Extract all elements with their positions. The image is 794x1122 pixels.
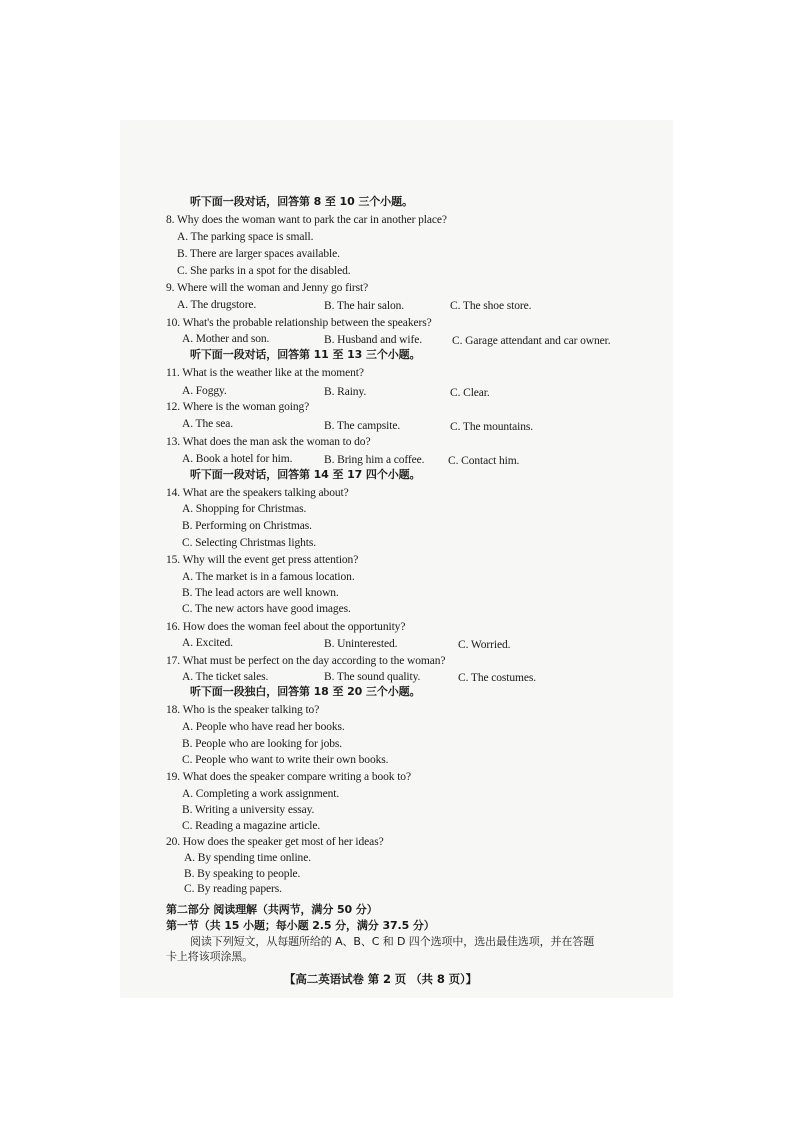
option-12a: A. The sea. — [182, 418, 234, 430]
option-16a: A. Excited. — [182, 637, 233, 649]
question-16: 16. How does the woman feel about the opportunity? — [166, 621, 406, 633]
option-11b: B. Rainy. — [324, 386, 367, 398]
option-11c: C. Clear. — [450, 387, 490, 399]
option-9c: C. The shoe store. — [450, 300, 532, 312]
option-18a: A. People who have read her books. — [182, 721, 345, 733]
question-9: 9. Where will the woman and Jenny go first? — [166, 282, 369, 294]
option-10c: C. Garage attendant and car owner. — [452, 335, 611, 347]
question-18: 18. Who is the speaker talking to? — [166, 704, 320, 716]
option-16c: C. Worried. — [458, 639, 511, 651]
part2-instruction-line2: 卡上将该项涂黑。 — [166, 950, 254, 963]
option-19c: C. Reading a magazine article. — [182, 820, 321, 832]
question-12: 12. Where is the woman going? — [166, 401, 310, 413]
page-footer: 【高二英语试卷 第 2 页 （共 8 页）】 — [284, 972, 478, 986]
option-14c: C. Selecting Christmas lights. — [182, 537, 317, 549]
question-11: 11. What is the weather like at the moment? — [166, 367, 364, 379]
section-intro-18-20: 听下面一段独白，回答第 18 至 20 三个小题。 — [190, 685, 421, 698]
question-17: 17. What must be perfect on the day according to the woman? — [166, 655, 446, 667]
option-14b: B. Performing on Christmas. — [182, 520, 312, 532]
option-10a: A. Mother and son. — [182, 333, 270, 345]
question-20: 20. How does the speaker get most of her ideas? — [166, 836, 384, 848]
part2-subheading: 第一节（共 15 小题；每小题 2.5 分，满分 37.5 分） — [166, 919, 435, 932]
option-17c: C. The costumes. — [458, 672, 537, 684]
part2-instruction-line1: 阅读下列短文，从每题所给的 A、B、C 和 D 四个选项中，选出最佳选项，并在答题 — [190, 935, 595, 948]
option-12b: B. The campsite. — [324, 420, 401, 432]
part2-heading: 第二部分 阅读理解（共两节，满分 50 分） — [166, 903, 378, 916]
option-8c: C. She parks in a spot for the disabled. — [177, 265, 351, 277]
section-intro-8-10: 听下面一段对话，回答第 8 至 10 三个小题。 — [190, 195, 413, 208]
question-10: 10. What's the probable relationship between the speakers? — [166, 317, 432, 329]
option-20c: C. By reading papers. — [184, 883, 282, 895]
option-8a: A. The parking space is small. — [177, 231, 314, 243]
question-8: 8. Why does the woman want to park the car in another place? — [166, 214, 447, 226]
option-20b: B. By speaking to people. — [184, 868, 301, 880]
option-10b: B. Husband and wife. — [324, 334, 422, 346]
option-13a: A. Book a hotel for him. — [182, 453, 293, 465]
option-18c: C. People who want to write their own books. — [182, 754, 389, 766]
section-intro-11-13: 听下面一段对话，回答第 11 至 13 三个小题。 — [190, 348, 421, 361]
option-12c: C. The mountains. — [450, 421, 534, 433]
option-18b: B. People who are looking for jobs. — [182, 738, 343, 750]
option-14a: A. Shopping for Christmas. — [182, 503, 307, 515]
option-19b: B. Writing a university essay. — [182, 804, 315, 816]
question-15: 15. Why will the event get press attention? — [166, 554, 359, 566]
question-13: 13. What does the man ask the woman to do? — [166, 436, 371, 448]
question-19: 19. What does the speaker compare writing a book to? — [166, 771, 411, 783]
question-14: 14. What are the speakers talking about? — [166, 487, 349, 499]
option-9a: A. The drugstore. — [177, 299, 257, 311]
option-16b: B. Uninterested. — [324, 638, 398, 650]
option-17b: B. The sound quality. — [324, 671, 421, 683]
option-11a: A. Foggy. — [182, 385, 227, 397]
option-13c: C. Contact him. — [448, 455, 520, 467]
option-19a: A. Completing a work assignment. — [182, 788, 340, 800]
option-15a: A. The market is in a famous location. — [182, 571, 355, 583]
option-13b: B. Bring him a coffee. — [324, 454, 425, 466]
section-intro-14-17: 听下面一段对话，回答第 14 至 17 四个小题。 — [190, 468, 421, 481]
option-20a: A. By spending time online. — [184, 852, 311, 864]
option-15b: B. The lead actors are well known. — [182, 587, 339, 599]
option-15c: C. The new actors have good images. — [182, 603, 351, 615]
option-8b: B. There are larger spaces available. — [177, 248, 340, 260]
option-17a: A. The ticket sales. — [182, 671, 269, 683]
option-9b: B. The hair salon. — [324, 300, 405, 312]
